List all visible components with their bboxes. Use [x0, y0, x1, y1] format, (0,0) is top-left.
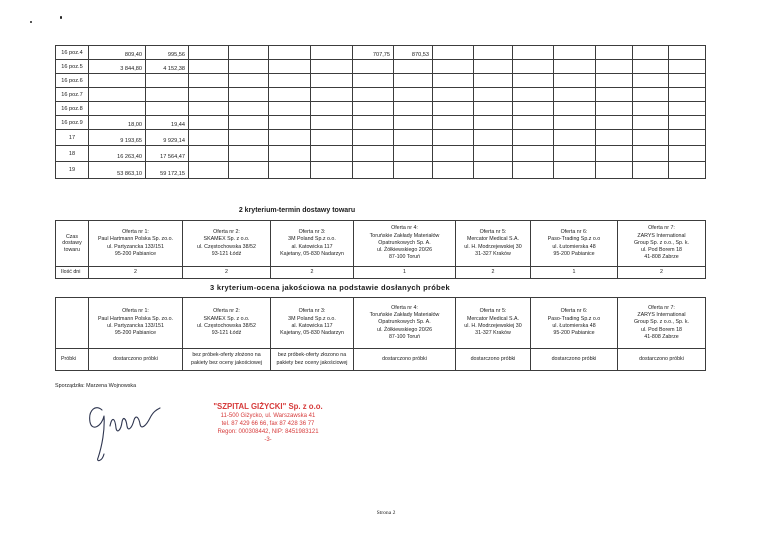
price-cell	[189, 60, 229, 74]
value-line: pakiety bez oceny jakościowej	[276, 359, 348, 366]
value-line: dostarczono próbki	[113, 355, 158, 362]
offer-header-3	[271, 298, 354, 349]
price-cell: 809,40	[89, 46, 146, 60]
price-cell	[669, 146, 706, 162]
value-line: dostarczono próbki	[639, 355, 684, 362]
price-cell	[89, 88, 146, 102]
price-cell	[89, 74, 146, 88]
price-cell	[311, 102, 353, 116]
stamp-registry: Regon: 000308442, NIP: 8451983121	[217, 429, 319, 435]
offer-line: 95-200 Pabianice	[114, 330, 157, 337]
price-cell: 59 172,15	[146, 162, 189, 179]
price-cell	[189, 116, 229, 130]
price-cell	[633, 116, 669, 130]
price-cell	[229, 88, 269, 102]
offer-line: Toruńskie Zakłady Materiałów	[369, 312, 440, 319]
offer-header-7	[618, 221, 706, 267]
offer-line: Opatrunkowych Sp. A.	[378, 319, 431, 326]
price-cell	[353, 146, 394, 162]
position-label: 16 poz.9	[56, 116, 89, 130]
corner-label	[56, 298, 89, 349]
price-cell	[311, 162, 353, 179]
delivery-table	[55, 220, 706, 279]
offer-line: ZARYS International	[637, 312, 686, 319]
price-cell	[596, 162, 633, 179]
price-cell	[269, 102, 311, 116]
price-cell	[229, 146, 269, 162]
offer-line: Oferta nr 2:	[213, 308, 240, 315]
value-cell-offer-3	[271, 267, 354, 279]
price-cell	[633, 146, 669, 162]
row-label: Próbki	[56, 349, 89, 371]
price-cell	[669, 116, 706, 130]
price-cell	[554, 102, 596, 116]
price-cell	[554, 88, 596, 102]
position-label: 17	[56, 130, 89, 146]
price-cell	[394, 102, 433, 116]
offer-line: Oferta nr 6:	[560, 308, 588, 315]
price-cell: 9 193,65	[89, 130, 146, 146]
price-cell	[596, 102, 633, 116]
price-cell	[596, 146, 633, 162]
price-cell	[433, 102, 474, 116]
offer-line: 95-200 Pabianice	[553, 250, 595, 257]
price-cell	[311, 60, 353, 74]
samples-header-row	[56, 298, 706, 349]
samples-value-row	[56, 349, 706, 371]
price-cell	[189, 88, 229, 102]
price-cell: 3 844,80	[89, 60, 146, 74]
price-cell	[229, 46, 269, 60]
price-cell	[394, 146, 433, 162]
price-cell	[394, 74, 433, 88]
offer-line: Oferta nr 6:	[560, 228, 588, 235]
price-cell	[433, 74, 474, 88]
offer-line: 41-808 Zabrze	[644, 254, 679, 261]
price-cell	[189, 146, 229, 162]
price-cell	[474, 74, 513, 88]
corner-label: Czas dostawy towaru	[56, 221, 89, 267]
price-cell	[311, 46, 353, 60]
price-row	[56, 46, 706, 60]
price-cell	[229, 60, 269, 74]
price-cell: 995,56	[146, 46, 189, 60]
price-row	[56, 146, 706, 162]
company-stamp	[188, 401, 348, 444]
samples-table	[55, 297, 706, 371]
price-cell	[353, 74, 394, 88]
stamp-number: -3-	[264, 437, 272, 443]
prepared-by: Sporządziła: Marzena Wojnowska	[55, 383, 137, 389]
value-line: 1	[403, 268, 406, 275]
price-cell	[146, 102, 189, 116]
offer-line: Oferta nr 7:	[648, 304, 675, 311]
position-label: 16 poz.7	[56, 88, 89, 102]
price-row	[56, 116, 706, 130]
price-cell	[513, 102, 554, 116]
value-line: 2	[660, 268, 663, 275]
price-table-body	[56, 46, 706, 179]
price-cell	[433, 46, 474, 60]
price-cell	[633, 88, 669, 102]
price-cell	[269, 130, 311, 146]
price-cell	[433, 88, 474, 102]
price-cell	[669, 74, 706, 88]
offer-line: ul. Partyzancka 133/151	[107, 323, 164, 329]
price-cell: 17 564,47	[146, 146, 189, 162]
price-cell	[596, 88, 633, 102]
value-line: dostarczono próbki	[382, 355, 427, 362]
price-cell	[554, 60, 596, 74]
price-cell	[433, 162, 474, 179]
offer-header-1	[89, 221, 183, 267]
price-cell	[596, 116, 633, 130]
price-cell	[554, 116, 596, 130]
price-cell	[596, 60, 633, 74]
offer-line: Oferta nr 7:	[648, 225, 675, 232]
offer-line: Oferta nr 3:	[298, 308, 326, 315]
offer-line: Oferta nr 5:	[479, 308, 507, 315]
price-row	[56, 88, 706, 102]
price-cell	[554, 74, 596, 88]
offer-line: ul. Częstochowska 38/52	[197, 243, 256, 250]
offer-line: Paso-Trading Sp.z o.o	[547, 236, 601, 243]
row-label: Ilość dni	[56, 267, 89, 279]
offer-header-5	[456, 298, 531, 349]
price-row	[56, 60, 706, 74]
offer-header-5	[456, 221, 531, 267]
offer-line: Group Sp. z o.o., Sp. k.	[633, 319, 690, 326]
offer-line: al. Katowicka 117	[291, 323, 333, 329]
offer-line: 87-100 Toruń	[388, 254, 421, 261]
price-cell	[146, 74, 189, 88]
price-cell	[474, 46, 513, 60]
price-cell	[513, 162, 554, 179]
offer-line: 95-200 Pabianice	[114, 250, 157, 257]
price-cell	[513, 146, 554, 162]
offer-header-2	[183, 221, 271, 267]
price-cell	[146, 88, 189, 102]
position-label: 16 poz.4	[56, 46, 89, 60]
value-cell-offer-5	[456, 267, 531, 279]
price-cell	[596, 46, 633, 60]
price-cell	[269, 146, 311, 162]
price-cell	[554, 146, 596, 162]
offer-line: ul. Częstochowska 38/52	[197, 323, 256, 329]
price-cell	[513, 88, 554, 102]
price-cell	[189, 46, 229, 60]
value-line: dostarczono próbki	[551, 355, 597, 362]
price-cell	[269, 74, 311, 88]
price-cell	[311, 116, 353, 130]
value-line: 2	[310, 268, 314, 275]
value-cell-offer-5	[456, 349, 531, 371]
offer-line: 93-121 Łódź	[211, 330, 242, 337]
offer-line: Oferta nr 3:	[298, 228, 326, 235]
price-cell	[554, 162, 596, 179]
offer-header-2	[183, 298, 271, 349]
price-cell	[311, 88, 353, 102]
offer-line: Oferta nr 5:	[479, 228, 507, 235]
price-cell	[269, 46, 311, 60]
price-cell: 16 263,40	[89, 146, 146, 162]
price-cell	[633, 60, 669, 74]
price-cell	[669, 102, 706, 116]
value-line: 2	[491, 268, 495, 275]
offer-line: 87-100 Toruń	[388, 333, 421, 340]
offer-header-4	[354, 221, 456, 267]
offer-line: ul. Łutomierska 48	[552, 243, 596, 250]
price-cell: 870,53	[394, 46, 433, 60]
offer-line: ul. H. Modrzejewskiej 30	[464, 323, 522, 329]
price-row	[56, 162, 706, 179]
price-cell	[513, 74, 554, 88]
offer-line: 95-200 Pabianice	[553, 330, 595, 337]
price-cell	[353, 130, 394, 146]
offer-line: Oferta nr 4:	[391, 225, 418, 232]
price-cell	[633, 102, 669, 116]
price-cell	[554, 130, 596, 146]
price-cell	[433, 146, 474, 162]
price-cell	[229, 102, 269, 116]
price-cell	[669, 162, 706, 179]
offer-line: Toruńskie Zakłady Materiałów	[369, 232, 440, 239]
signature	[84, 396, 166, 464]
value-line: pakiety bez oceny jakościowej	[191, 359, 262, 366]
price-cell	[353, 102, 394, 116]
value-cell-offer-1	[89, 349, 183, 371]
offer-line: Opatrunkowych Sp. A.	[378, 239, 431, 246]
value-line: 1	[572, 268, 576, 275]
price-cell	[353, 116, 394, 130]
price-row	[56, 102, 706, 116]
price-cell	[596, 74, 633, 88]
offer-line: 3M Poland Sp.z o.o.	[288, 315, 336, 322]
offer-line: ul. Pod Borem 18	[641, 247, 682, 254]
price-cell	[433, 130, 474, 146]
price-cell	[596, 130, 633, 146]
price-cell	[353, 60, 394, 74]
samples-table-body	[56, 298, 706, 371]
delivery-value-row	[56, 267, 706, 279]
offer-line: Mercator Medical S.A.	[466, 236, 520, 243]
price-cell	[474, 60, 513, 74]
value-cell-offer-7	[618, 267, 706, 279]
price-cell	[189, 102, 229, 116]
position-label: 16 poz.6	[56, 74, 89, 88]
position-label: 19	[56, 162, 89, 179]
position-label: 18	[56, 146, 89, 162]
offer-line: ul. H. Modrzejewskiej 30	[464, 243, 522, 250]
price-row	[56, 130, 706, 146]
offer-line: Oferta nr 4:	[391, 304, 418, 311]
price-cell: 18,00	[89, 116, 146, 130]
value-cell-offer-3	[271, 349, 354, 371]
price-cell	[669, 46, 706, 60]
price-cell	[394, 116, 433, 130]
value-cell-offer-7	[618, 349, 706, 371]
price-cell	[433, 60, 474, 74]
price-cell	[633, 130, 669, 146]
price-cell	[669, 60, 706, 74]
price-cell	[269, 162, 311, 179]
offer-line: 3M Poland Sp.z o.o.	[288, 236, 336, 243]
signature-stroke	[90, 408, 160, 461]
price-cell	[433, 116, 474, 130]
value-line: 2	[134, 268, 137, 275]
offer-line: Oferta nr 2:	[213, 228, 240, 235]
offer-line: Oferta nr 1:	[122, 228, 149, 235]
price-cell	[311, 146, 353, 162]
position-label: 16 poz.5	[56, 60, 89, 74]
position-label: 16 poz.8	[56, 102, 89, 116]
price-cell	[229, 162, 269, 179]
offer-line: al. Katowicka 117	[291, 243, 333, 250]
price-cell: 9 929,14	[146, 130, 189, 146]
price-cell	[394, 162, 433, 179]
offer-line: Paul Hartmann Polska Sp. zo.o.	[97, 315, 174, 322]
page-number: Strona 2	[376, 510, 396, 516]
price-cell: 4 152,38	[146, 60, 189, 74]
value-cell-offer-2	[183, 267, 271, 279]
offer-header-6	[531, 221, 618, 267]
price-cell	[554, 46, 596, 60]
offer-line: 93-121 Łódź	[211, 250, 242, 257]
value-cell-offer-6	[531, 349, 618, 371]
offer-header-6	[531, 298, 618, 349]
offer-line: SKAMEX Sp. z o.o.	[203, 315, 250, 322]
offer-line: ZARYS International	[637, 232, 686, 239]
offer-line: ul. Łutomierska 48	[552, 323, 596, 329]
value-cell-offer-4	[354, 267, 456, 279]
price-cell	[633, 74, 669, 88]
price-cell	[269, 116, 311, 130]
offer-line: Paul Hartmann Polska Sp. zo.o.	[97, 236, 174, 243]
price-cell	[474, 130, 513, 146]
price-cell	[89, 102, 146, 116]
value-line: 2	[225, 268, 228, 275]
price-cell	[474, 102, 513, 116]
price-row	[56, 74, 706, 88]
price-cell: 707,75	[353, 46, 394, 60]
offer-line: 41-808 Zabrze	[644, 333, 679, 340]
offer-line: Oferta nr 1:	[122, 308, 149, 315]
price-cell	[633, 46, 669, 60]
offer-line: Kajetany, 05-830 Nadarzyn	[280, 250, 344, 257]
stamp-address: 11-500 Giżycko, ul. Warszawska 41	[220, 413, 316, 419]
offer-line: ul. Partyzancka 133/151	[107, 243, 164, 250]
price-cell	[513, 130, 554, 146]
price-cell	[474, 88, 513, 102]
delivery-criterion-heading: 2 kryterium-termin dostawy towaru	[238, 207, 356, 214]
stamp-company-name: "SZPITAL GIŻYCKI" Sp. z o.o.	[213, 402, 323, 411]
delivery-table-body	[56, 221, 706, 279]
price-cell	[669, 88, 706, 102]
value-cell-offer-2	[183, 349, 271, 371]
price-cell	[353, 88, 394, 102]
value-cell-offer-6	[531, 267, 618, 279]
scan-speck	[60, 16, 62, 19]
offer-line: ul. Żółkiewskiego 20/26	[376, 247, 433, 254]
price-cell	[353, 162, 394, 179]
price-cell	[669, 130, 706, 146]
price-cell	[189, 74, 229, 88]
offer-header-1	[89, 298, 183, 349]
price-cell	[229, 130, 269, 146]
price-cell	[394, 88, 433, 102]
price-cell	[513, 46, 554, 60]
price-cell	[269, 60, 311, 74]
price-cell	[394, 130, 433, 146]
price-cell	[189, 130, 229, 146]
price-table	[55, 45, 706, 179]
price-cell	[229, 116, 269, 130]
price-cell	[474, 116, 513, 130]
value-line: bez próbek-oferty złożono na	[192, 352, 261, 359]
price-cell	[189, 162, 229, 179]
offer-line: 31-327 Kraków	[475, 250, 511, 257]
value-cell-offer-4	[354, 349, 456, 371]
offer-line: 31-327 Kraków	[475, 330, 511, 337]
price-cell	[311, 74, 353, 88]
samples-criterion-heading: 3 kryterium-ocena jakościowa na podstawie dosłanych próbek	[210, 283, 450, 292]
price-cell	[269, 88, 311, 102]
price-cell	[229, 74, 269, 88]
offer-line: ul. Żółkiewskiego 20/26	[376, 326, 433, 333]
offer-line: Paso-Trading Sp.z o.o	[547, 315, 601, 322]
scan-speck	[30, 21, 32, 23]
price-cell: 19,44	[146, 116, 189, 130]
value-line: dostarczono próbki	[470, 355, 516, 362]
price-cell	[311, 130, 353, 146]
delivery-header-row	[56, 221, 706, 267]
price-cell	[633, 162, 669, 179]
offer-line: Group Sp. z o.o., Sp. k.	[633, 239, 690, 246]
price-cell	[474, 146, 513, 162]
offer-line: Mercator Medical S.A.	[466, 315, 520, 322]
price-cell	[513, 116, 554, 130]
price-cell	[513, 60, 554, 74]
offer-line: Kajetany, 05-830 Nadarzyn	[280, 330, 344, 337]
price-cell	[474, 162, 513, 179]
value-cell-offer-1	[89, 267, 183, 279]
offer-header-4	[354, 298, 456, 349]
stamp-phone: tel. 87 429 66 66, fax 87 428 36 77	[221, 421, 315, 427]
price-cell: 53 863,10	[89, 162, 146, 179]
offer-line: SKAMEX Sp. z o.o.	[203, 236, 250, 243]
price-cell	[394, 60, 433, 74]
value-line: bez próbek-oferty złozono na	[277, 352, 347, 359]
offer-header-3	[271, 221, 354, 267]
offer-header-7	[618, 298, 706, 349]
offer-line: ul. Pod Borem 18	[641, 326, 682, 333]
